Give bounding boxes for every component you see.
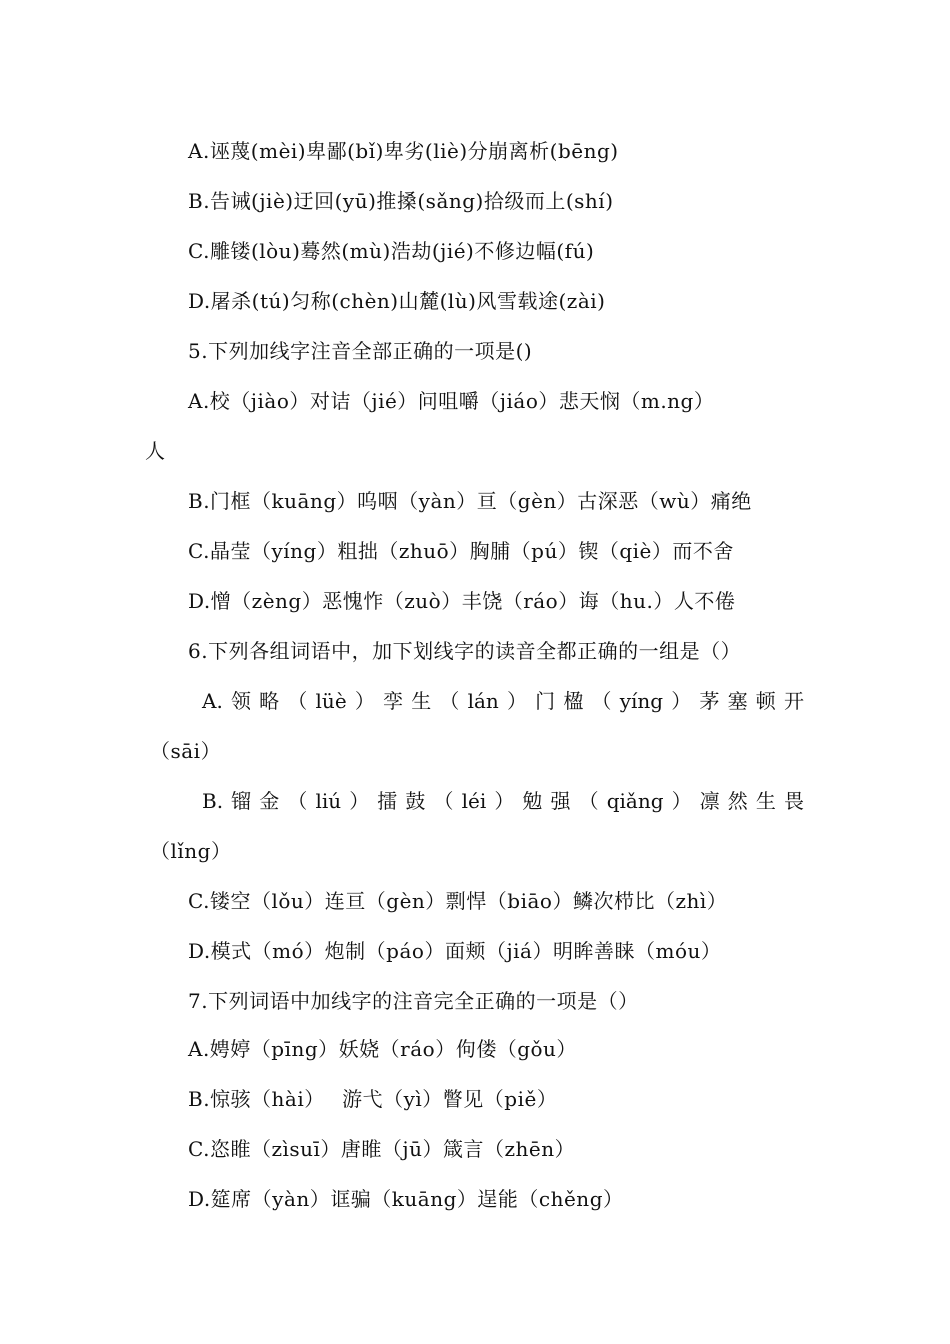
option-d-q6: D.模式（mó）炮制（páo）面颊（jiá）明眸善睐（móu）	[188, 939, 722, 963]
option-b-q6: B.镏金（liú）擂鼓（léi）勉强（qiǎng）凛然生畏	[202, 789, 804, 813]
option-c-q6: C.镂空（lǒu）连亘（gèn）剽悍（biāo）鳞次栉比（zhì）	[188, 889, 728, 913]
option-a-q5: A.校（jiào）对诘（jié）问咀嚼（jiáo）悲天悯（m.ng）	[188, 389, 715, 413]
option-c-q5: C.晶莹（yíng）粗拙（zhuō）胸脯（pú）锲（qiè）而不舍	[188, 539, 734, 563]
option-a-q6-continued: （sāi）	[150, 739, 222, 763]
option-a-q4: A.诬蔑(mèi)卑鄙(bǐ)卑劣(liè)分崩离析(bēng)	[188, 139, 619, 163]
option-a-q7: A.娉婷（pīng）妖娆（ráo）佝偻（gǒu）	[188, 1037, 577, 1061]
option-a-q6: A.领略（lüè）孪生（lán）门楹（yíng）茅塞顿开	[202, 689, 804, 713]
option-b-q6-continued: （lǐng）	[150, 839, 232, 863]
option-c-q4: C.雕镂(lòu)蓦然(mù)浩劫(jié)不修边幅(fú)	[188, 239, 595, 263]
option-b-q5: B.门框（kuāng）呜咽（yàn）亘（gèn）古深恶（wù）痛绝	[188, 489, 752, 513]
option-a-q5-continued: 人	[145, 439, 166, 463]
option-d-q5: D.憎（zèng）恶愧怍（zuò）丰饶（ráo）诲（hu.）人不倦	[188, 589, 736, 613]
question-5: 5.下列加线字注音全部正确的一项是()	[188, 339, 533, 363]
question-7: 7.下列词语中加线字的注音完全正确的一项是（）	[188, 989, 639, 1013]
option-c-q7: C.恣睢（zìsuī）唐睢（jū）箴言（zhēn）	[188, 1137, 576, 1161]
option-d-q4: D.屠杀(tú)匀称(chèn)山麓(lù)风雪载途(zài)	[188, 289, 606, 313]
option-b-q4: B.告诫(jiè)迂回(yū)推搡(sǎng)拾级而上(shí)	[188, 189, 614, 213]
question-6: 6.下列各组词语中，加下划线字的读音全都正确的一组是（）	[188, 639, 742, 663]
option-b-q7: B.惊骇（hài） 游弋（yì）瞥见（piě）	[188, 1087, 558, 1111]
option-d-q7: D.筵席（yàn）诓骗（kuāng）逞能（chěng）	[188, 1187, 624, 1211]
